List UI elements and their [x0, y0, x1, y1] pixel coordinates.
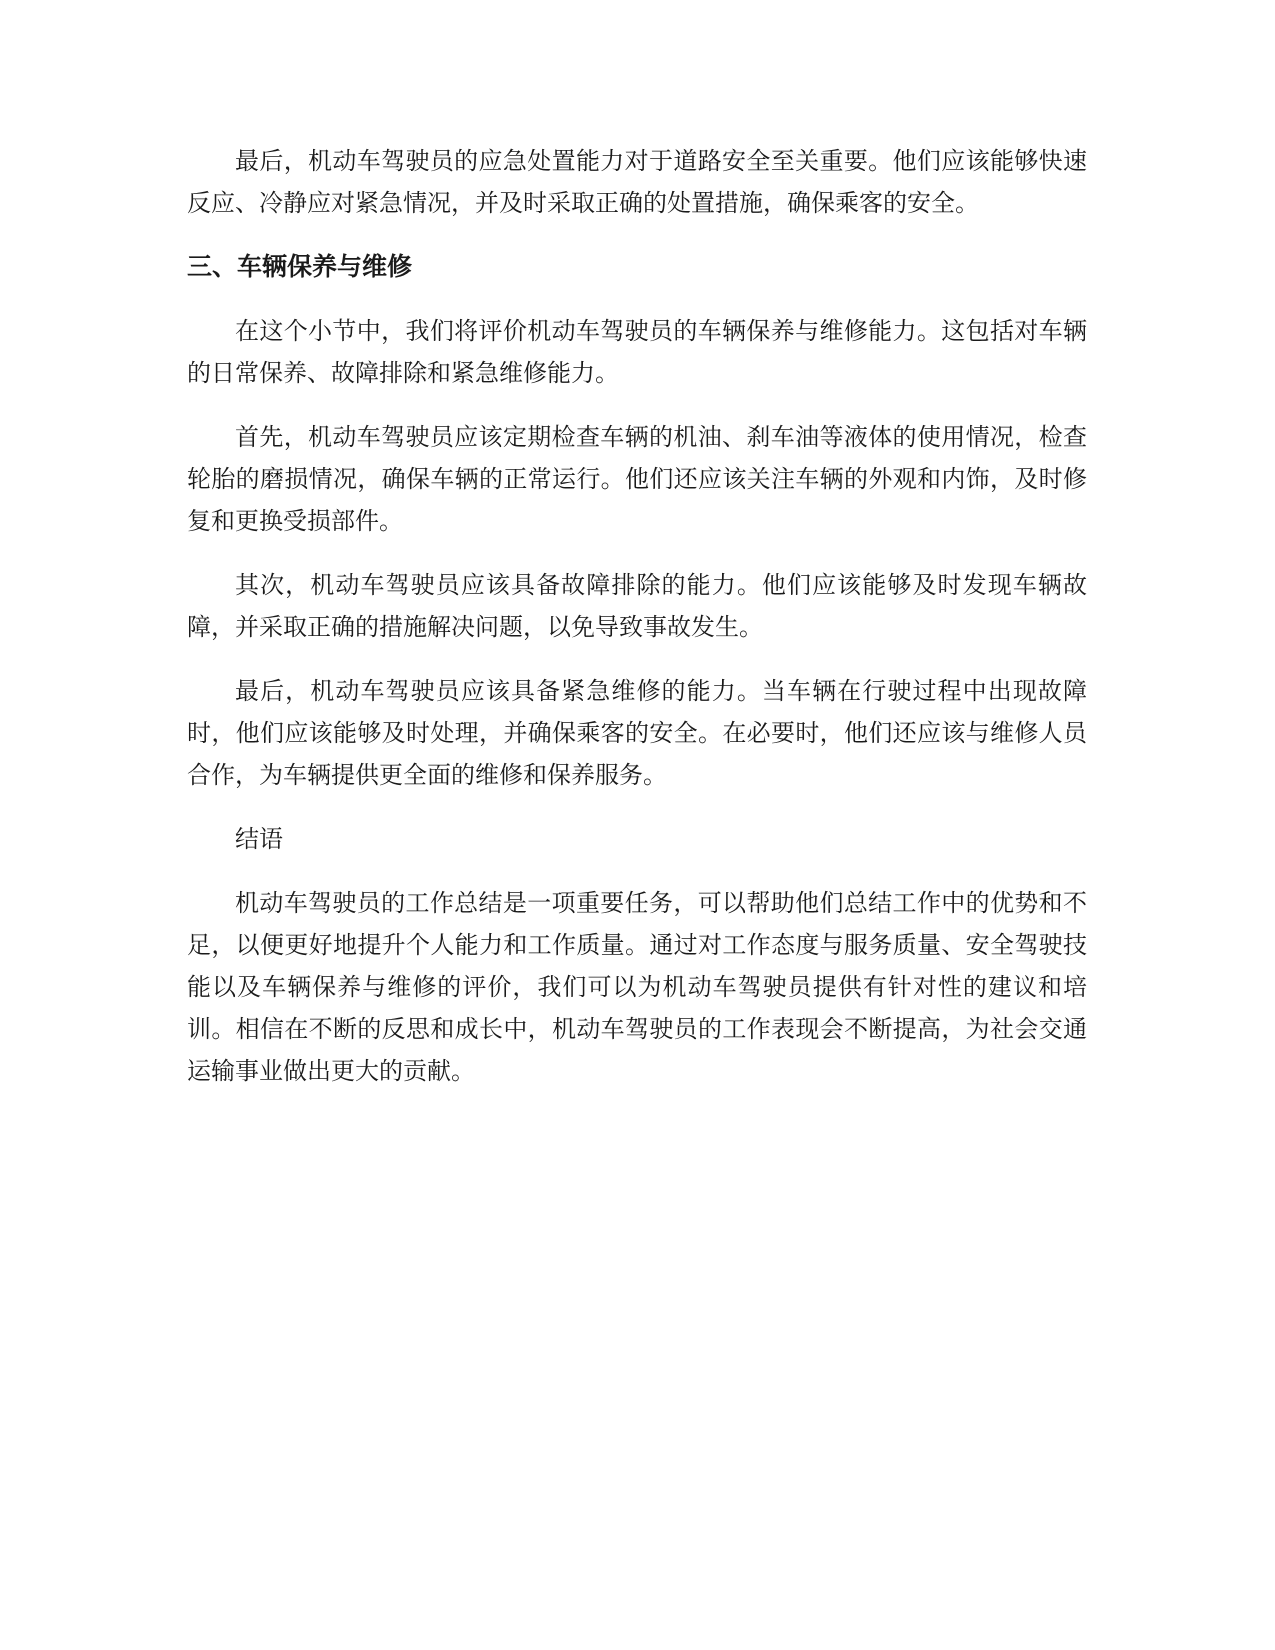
conclusion-heading: 结语 — [235, 825, 283, 853]
paragraph-conclusion: 机动车驾驶员的工作总结是一项重要任务，可以帮助他们总结工作中的优势和不足，以便更好地提升个人能力和工作质量。通过对工作态度与服务质量、安全驾驶技能以及车辆保养与维修的评价，我们可以为机动车驾驶员提供有针对性的建议和培训。相信在不断的反思和成长中，机动车驾驶员的工作表现会不断提高，为社会交通运输事业做出更大的贡献。 — [187, 889, 1087, 1085]
document-body — [187, 140, 1087, 1114]
paragraph-emergency-handling: 最后，机动车驾驶员的应急处置能力对于道路安全至关重要。他们应该能够快速反应、冷静应对紧急情况，并及时采取正确的处置措施，确保乘客的安全。 — [187, 147, 1087, 217]
paragraph-section-intro: 在这个小节中，我们将评价机动车驾驶员的车辆保养与维修能力。这包括对车辆的日常保养、故障排除和紧急维修能力。 — [187, 317, 1087, 387]
section-heading-maintenance: 三、车辆保养与维修 — [187, 252, 413, 281]
paragraph-routine-maintenance: 首先，机动车驾驶员应该定期检查车辆的机油、刹车油等液体的使用情况，检查轮胎的磨损情况，确保车辆的正常运行。他们还应该关注车辆的外观和内饰，及时修复和更换受损部件。 — [187, 423, 1087, 535]
paragraph-emergency-repair: 最后，机动车驾驶员应该具备紧急维修的能力。当车辆在行驶过程中出现故障时，他们应该能够及时处理，并确保乘客的安全。在必要时，他们还应该与维修人员合作，为车辆提供更全面的维修和保养服务。 — [187, 677, 1087, 789]
paragraph-troubleshooting: 其次，机动车驾驶员应该具备故障排除的能力。他们应该能够及时发现车辆故障，并采取正确的措施解决问题，以免导致事故发生。 — [187, 571, 1087, 641]
